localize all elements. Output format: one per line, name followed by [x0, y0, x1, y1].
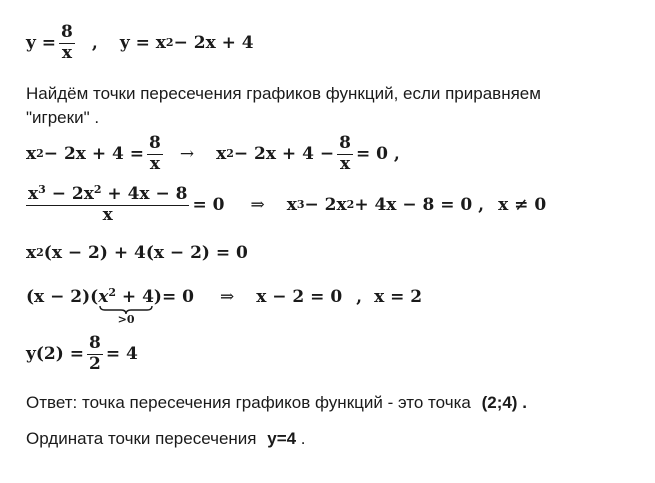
term: x: [26, 144, 37, 165]
term: x: [216, 144, 227, 165]
term: = 0: [192, 195, 225, 216]
denominator: x: [149, 153, 160, 174]
numerator: 8: [88, 333, 101, 353]
term: x − 2 = 0: [256, 287, 343, 307]
exponent: 2: [93, 182, 102, 196]
denominator: x: [339, 153, 351, 174]
eq2-rest: − 2x + 4: [173, 33, 254, 54]
term: − 2x: [45, 184, 94, 204]
ordinate-prefix: Ордината точки пересечения: [26, 429, 257, 448]
term: x: [98, 287, 109, 307]
term: − 2x + 4 =: [43, 144, 144, 165]
braced-expression: [98, 287, 154, 307]
fraction: [87, 335, 103, 374]
term: − 2x + 4 −: [233, 144, 335, 165]
term: − 2x: [304, 195, 347, 216]
ordinate-suffix: .: [296, 429, 306, 448]
denominator: x: [61, 42, 73, 63]
term: = 0 ,: [355, 144, 400, 165]
term: + 4x − 8 = 0 ,: [354, 195, 485, 216]
equation-factored: [26, 285, 423, 326]
answer-line: [26, 393, 527, 413]
term: + 4: [115, 287, 154, 307]
explanation-line-a: Найдём точки пересечения графиков функций, если приравняем: [26, 84, 541, 103]
term: x: [286, 195, 297, 216]
separator: ,: [91, 33, 98, 54]
equation-functions: y = $\frac{8}{x}$ , y = x 2 − 2x + 4: [26, 22, 254, 63]
numerator: [26, 182, 189, 206]
eq2-rhs: y = x: [119, 33, 166, 54]
underbrace-label: >0: [117, 313, 135, 326]
term: (x − 2) + 4(x − 2) = 0: [43, 243, 248, 263]
numerator: 8: [61, 22, 73, 42]
term: = 0: [161, 287, 194, 307]
term: x: [28, 184, 39, 204]
paren-close: ): [153, 287, 162, 307]
implies-icon: ⇒: [219, 287, 235, 307]
term: x = 2: [374, 287, 423, 307]
fraction: [147, 135, 163, 174]
fraction-cubic: [26, 182, 189, 225]
denominator: 2: [88, 353, 101, 374]
condition: x ≠ 0: [498, 195, 547, 216]
answer-prefix: Ответ: точка пересечения графиков функций - это точка: [26, 393, 471, 412]
exponent: 3: [38, 182, 46, 196]
ordinate-line: [26, 429, 306, 449]
arrow-icon: →: [179, 144, 195, 165]
exponent: 2: [108, 285, 116, 299]
paren-open: (: [90, 287, 99, 307]
equation-grouped: x 2 (x − 2) + 4(x − 2) = 0: [26, 243, 248, 263]
term: y(2) =: [26, 344, 84, 365]
equation-equate: x 2 − 2x + 4 = $\frac{8}{x}$ → x 2 − 2x + 4 − $\frac{8}{x}$ = 0 ,: [26, 133, 400, 174]
numerator: 8: [149, 133, 161, 153]
numerator: 8: [339, 133, 351, 153]
equation-value: [26, 335, 138, 374]
fraction-8-over-x: [59, 24, 75, 63]
term: x: [26, 243, 37, 263]
answer-value: (2;4) .: [481, 393, 527, 412]
eq1-lhs: y =: [26, 33, 57, 54]
ordinate-value: y=4: [267, 429, 297, 448]
equation-combined: $\frac{x^3 - 2x^2 + 4x - 8}{x}$ = 0 ⇒ x 3 − 2x 2 + 4x − 8 = 0 , x ≠ 0: [28, 182, 547, 225]
denominator: x: [102, 204, 113, 225]
term: + 4x − 8: [101, 184, 188, 204]
underbrace-group: [98, 285, 154, 326]
separator: ,: [356, 287, 363, 307]
term: (x − 2): [26, 287, 91, 307]
term: = 4: [105, 344, 138, 365]
implies-icon: ⇒: [250, 195, 265, 216]
fraction: [337, 135, 353, 174]
explanation-line-b: "игреки" .: [26, 108, 100, 127]
